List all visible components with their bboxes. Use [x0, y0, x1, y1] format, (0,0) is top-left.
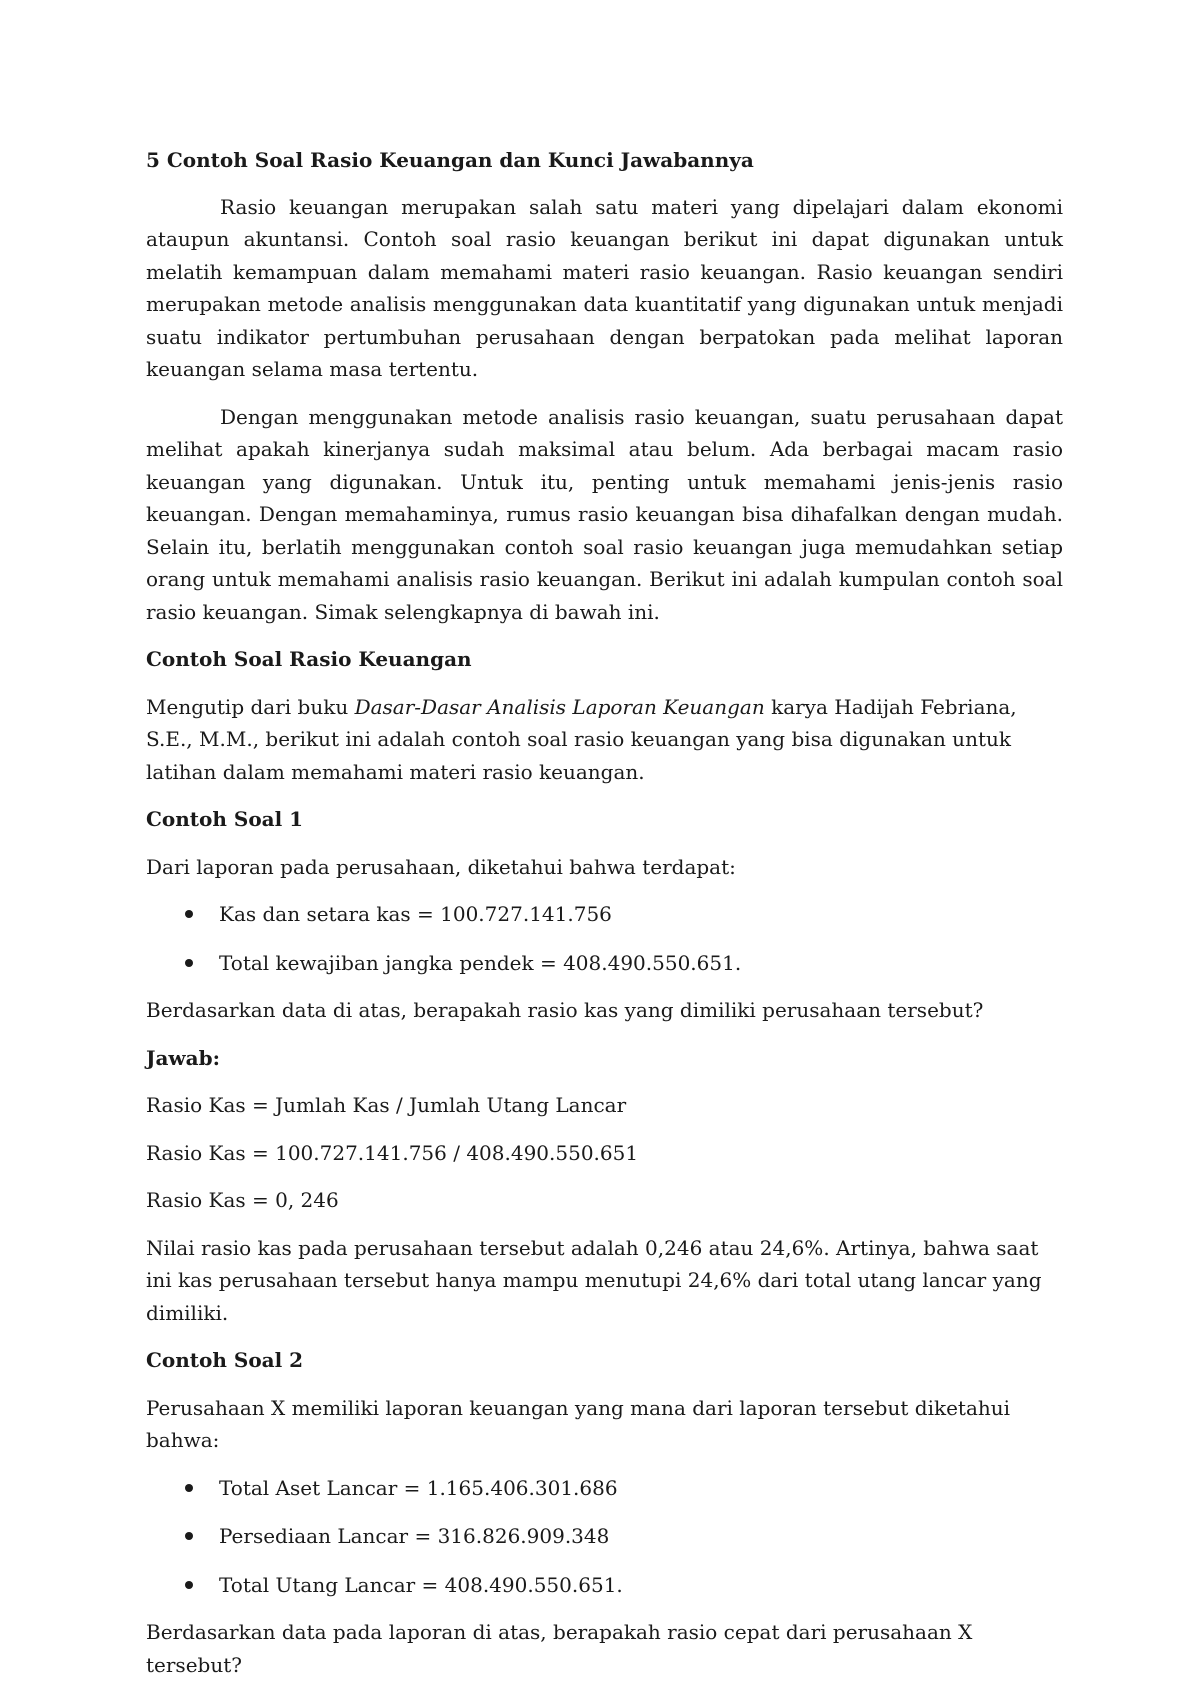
soal-1-heading: Contoh Soal 1 [146, 807, 304, 831]
soal-2-question: Berdasarkan data pada laporan di atas, berapakah rasio cepat dari perusahaan X tersebut? [146, 1620, 973, 1677]
list-item [146, 947, 1063, 980]
soal-1-conclusion: Nilai rasio kas pada perusahaan tersebut adalah 0,246 atau 24,6%. Artinya, bahwa saat ini kas perusahaan tersebut hanya mampu menutupi 24,6% dari total utang lancar yang dimiliki. [146, 1235, 1042, 1325]
list-item-text: Total Aset Lancar = 1.165.406.301.686 [219, 1475, 618, 1500]
list-item-text: Total kewajiban jangka pendek = 408.490.550.651. [219, 950, 742, 975]
bullet-icon [185, 1532, 193, 1540]
soal-1-lead: Dari laporan pada perusahaan, diketahui bahwa terdapat: [146, 854, 736, 879]
intro-paragraph-1: Rasio keuangan merupakan salah satu materi yang dipelajari dalam ekonomi ataupun akuntansi. Contoh soal rasio keuangan berikut ini dapat digunakan untuk melatih kemampuan dalam memahami materi rasio keuangan. Rasio keuangan sendiri merupakan metode analisis menggunakan data kuantitatif yang digunakan untuk menjadi suatu indikator pertumbuhan perusahaan dengan berpatokan pada melihat laporan keuangan selama masa tertentu. [146, 194, 1063, 381]
list-item [146, 898, 1063, 931]
list-item-text: Total Utang Lancar = 408.490.550.651. [219, 1572, 623, 1597]
list-item [146, 1520, 1063, 1553]
soal-2-lead: Perusahaan X memiliki laporan keuangan yang mana dari laporan tersebut diketahui bahwa: [146, 1395, 1011, 1452]
intro-paragraph-2: Dengan menggunakan metode analisis rasio keuangan, suatu perusahaan dapat melihat apakah kinerjanya sudah maksimal atau belum. Ada berbagai macam rasio keuangan yang digunakan. Untuk itu, penting untuk memahami jenis-jenis rasio keuangan. Dengan memahaminya, rumus rasio keuangan bisa dihafalkan dengan mudah. Selain itu, berlatih menggunakan contoh soal rasio keuangan juga memudahkan setiap orang untuk memahami analisis rasio keuangan. Berikut ini adalah kumpulan contoh soal rasio keuangan. Simak selengkapnya di bawah ini. [146, 404, 1063, 624]
soal-1-list [146, 898, 1063, 979]
document-content [146, 144, 1063, 1696]
source-paragraph [146, 691, 1063, 789]
document-title: 5 Contoh Soal Rasio Keuangan dan Kunci Jawabannya [146, 148, 754, 172]
soal-2-list [146, 1472, 1063, 1602]
list-item [146, 1472, 1063, 1505]
list-item-text: Persediaan Lancar = 316.826.909.348 [219, 1524, 610, 1548]
list-item-text: Kas dan setara kas = 100.727.141.756 [219, 902, 612, 926]
soal-1-step-3: Rasio Kas = 0, 246 [146, 1188, 339, 1212]
soal-1-step-2: Rasio Kas = 100.727.141.756 / 408.490.550.651 [146, 1140, 639, 1165]
bullet-icon [185, 959, 193, 967]
soal-1-answer-label: Jawab: [146, 1045, 220, 1070]
source-text-after: karya Hadijah Febriana, S.E., M.M., berikut ini adalah contoh soal rasio keuangan yang bisa digunakan untuk latihan dalam memahami materi rasio keuangan. [146, 694, 1017, 784]
list-item [146, 1569, 1063, 1602]
bullet-icon [185, 910, 193, 918]
bullet-icon [185, 1484, 193, 1492]
section-heading: Contoh Soal Rasio Keuangan [146, 647, 472, 671]
source-text-before: Mengutip dari buku [146, 694, 355, 719]
soal-2-heading: Contoh Soal 2 [146, 1348, 304, 1372]
soal-1-step-1: Rasio Kas = Jumlah Kas / Jumlah Utang Lancar [146, 1093, 627, 1117]
source-book-title: Dasar-Dasar Analisis Laporan Keuangan [354, 694, 765, 719]
bullet-icon [185, 1581, 193, 1589]
soal-1-question: Berdasarkan data di atas, berapakah rasio kas yang dimiliki perusahaan tersebut? [146, 998, 984, 1022]
